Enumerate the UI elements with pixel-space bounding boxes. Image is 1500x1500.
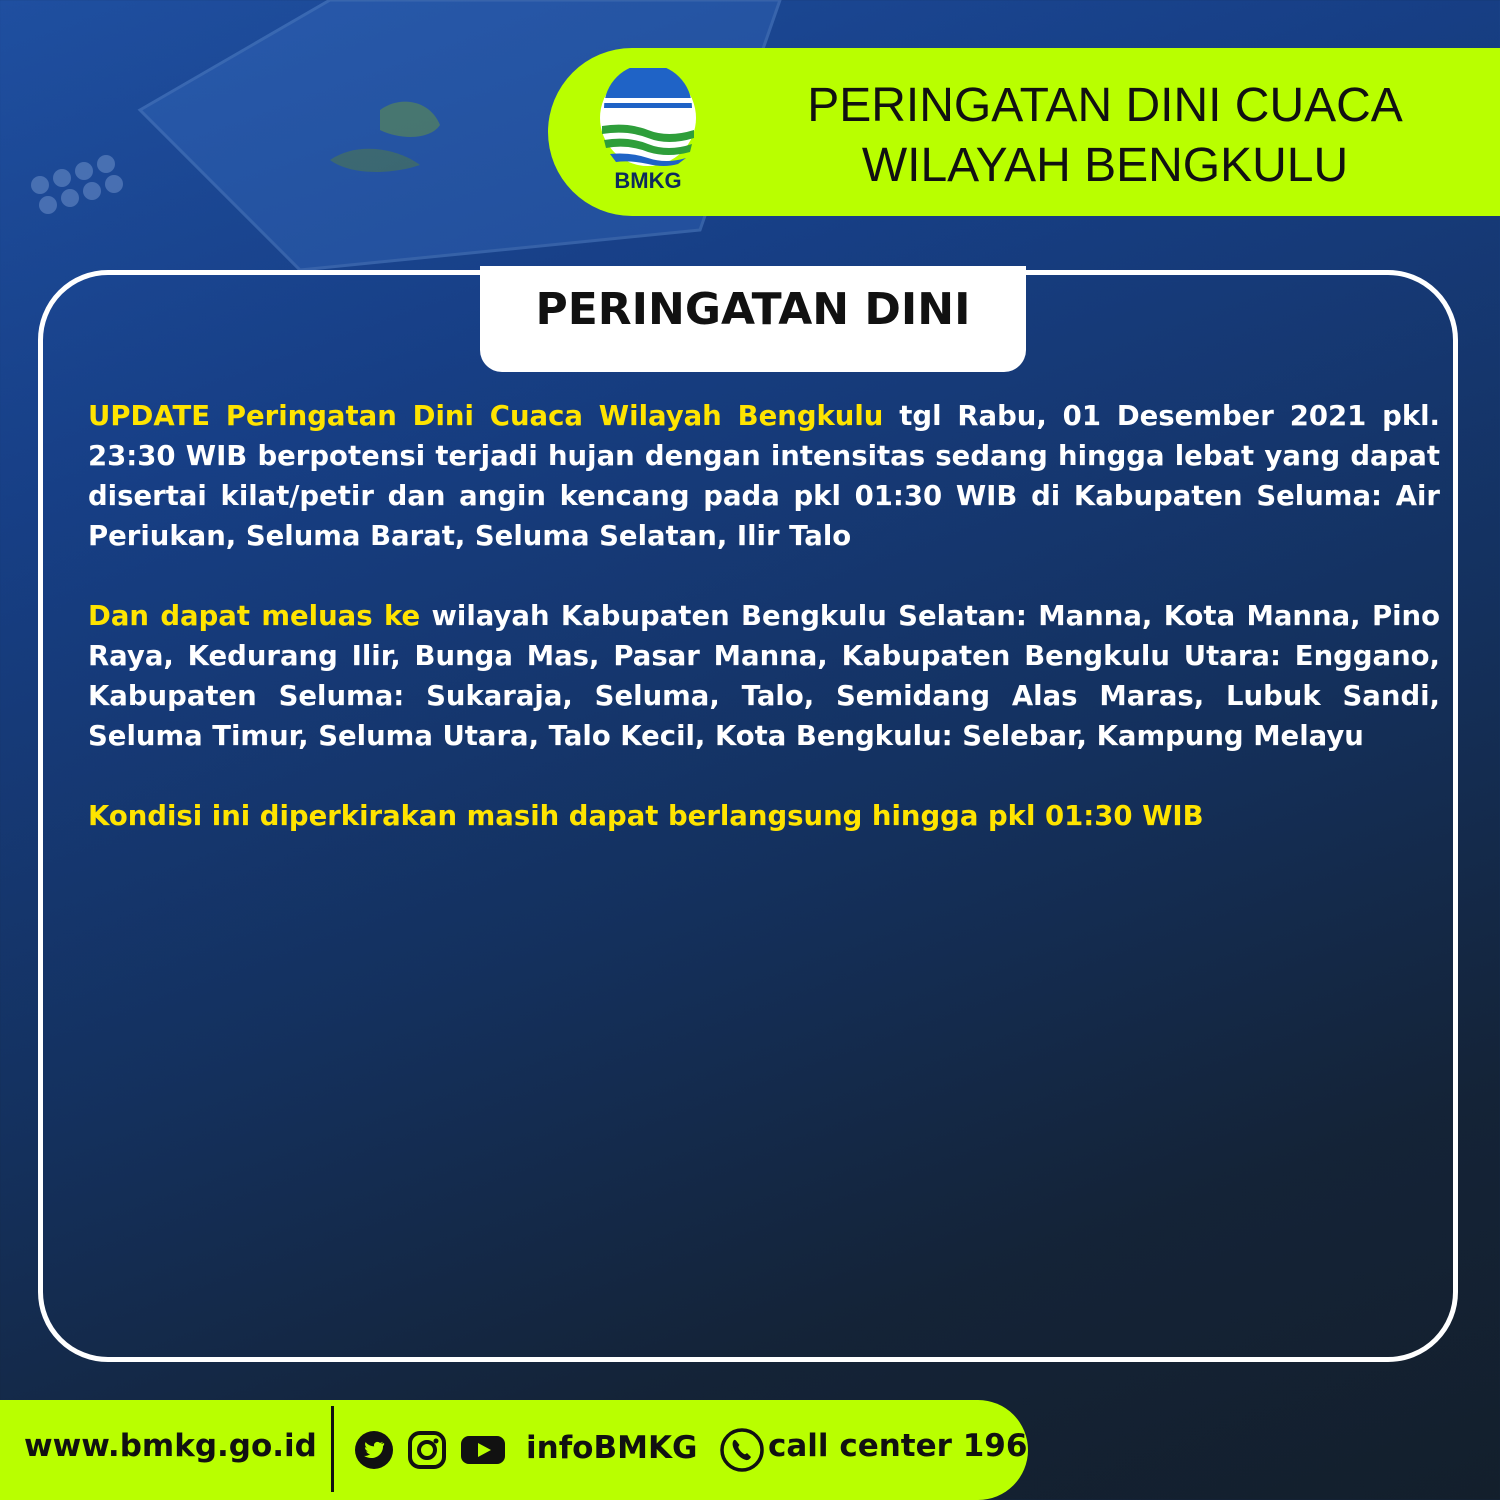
warning-paragraph-1 [88,396,1440,556]
panel-tab-label: PERINGATAN DINI [535,284,971,335]
highlight-text: UPDATE Peringatan Dini Cuaca Wilayah Bengkulu [88,400,884,432]
warning-paragraph-2 [88,596,1440,756]
twitter-icon[interactable] [354,1430,394,1470]
youtube-icon[interactable] [460,1430,506,1470]
highlight-text: Kondisi ini diperkirakan masih dapat berlangsung hingga pkl 01:30 WIB [88,800,1204,832]
social-handle[interactable]: infoBMKG [526,1430,698,1466]
page-title-line1: PERINGATAN DINI CUACA [807,79,1403,132]
warning-body [88,396,1440,876]
page-title-line2: WILAYAH BENGKULU [861,139,1349,192]
warning-paragraph-3 [88,796,1440,836]
paragraph-text: wilayah Kabupaten Bengkulu Selatan: Manna, Kota Manna, Pino Raya, Kedurang Ilir, Bunga Mas, Pasar Manna, Kabupaten Bengkulu Utara: Enggano, Kabupaten Seluma: Sukaraja, Seluma, Talo, Semidang Alas Maras, Lubuk Sandi, Seluma Timur, Seluma Utara, Talo Kecil, Kota Bengkulu: Selebar, Kampung Melayu [88,600,1440,752]
paragraph-text: tgl Rabu, 01 Desember 2021 pkl. 23:30 WIB berpotensi terjadi hujan dengan intensitas sedang hingga lebat yang dapat disertai kilat/petir dan angin kencang pada pkl 01:30 WIB di Kabupaten Seluma: Air Periukan, Seluma Barat, Seluma Selatan, Ilir Talo [88,400,1440,552]
highlight-text: Dan dapat meluas ke [88,600,421,632]
footer-divider [331,1406,334,1492]
phone-icon[interactable] [720,1428,764,1472]
logo-text: BMKG [614,168,682,193]
instagram-icon[interactable] [407,1430,447,1470]
call-center[interactable]: call center 196 [768,1428,1028,1464]
page-title [760,76,1450,196]
website-link[interactable]: www.bmkg.go.id [24,1428,317,1464]
